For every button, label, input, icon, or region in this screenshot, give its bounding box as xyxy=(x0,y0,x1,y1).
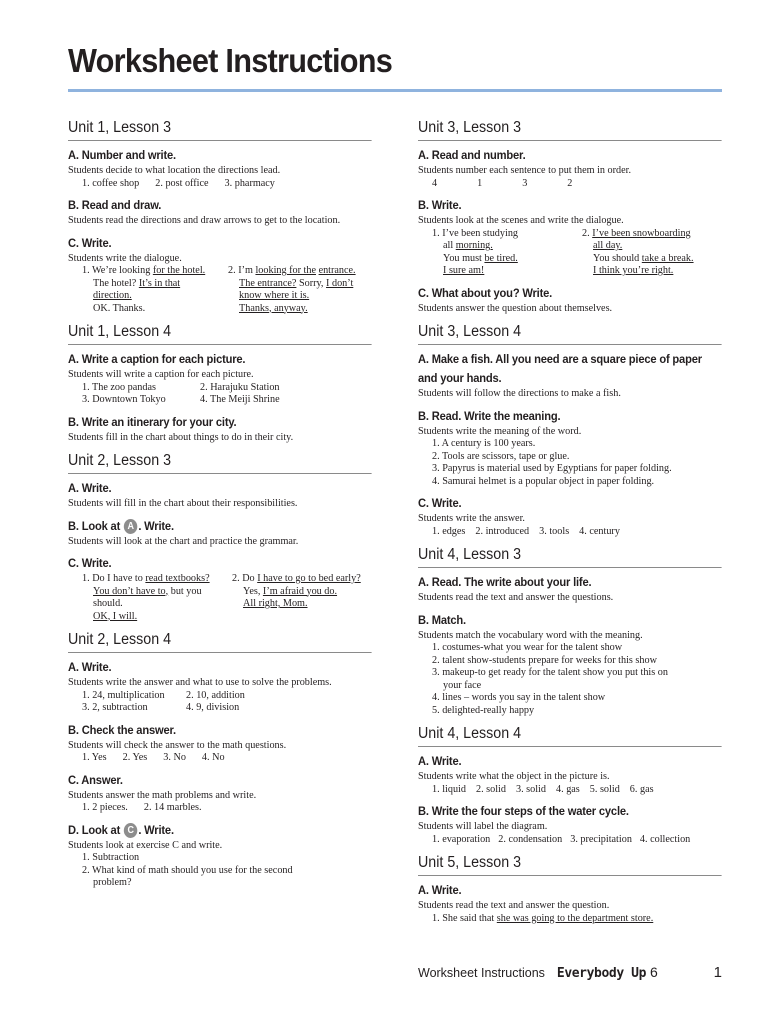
dialogue-text: all xyxy=(443,240,456,251)
exercise-a xyxy=(418,752,724,796)
exercise-description: Students match the vocabulary word with the meaning. xyxy=(418,629,643,641)
dialogue-2 xyxy=(228,265,374,315)
answer-list xyxy=(68,802,374,815)
answer-item: 3. precipitation xyxy=(570,833,632,845)
exercise-heading xyxy=(68,821,374,840)
answer-list xyxy=(418,834,724,847)
answer-text: problem? xyxy=(93,877,132,888)
exercise-heading: B. Match. xyxy=(418,612,466,627)
dialogue-text: OK. Thanks. xyxy=(93,302,146,314)
title-rule xyxy=(68,89,722,92)
dialogue-answer: read textbooks? xyxy=(145,573,210,584)
dialogue-answer: I have to go to bed early? xyxy=(257,573,361,584)
exercise-a xyxy=(68,658,374,715)
dialogue-text: 2. xyxy=(582,227,593,239)
answer-item: 2. Yes xyxy=(122,752,148,763)
exercise-c xyxy=(68,234,374,316)
exercise-heading: C. Write. xyxy=(68,556,112,570)
answer-item xyxy=(432,667,724,692)
dialogue-answer: direction. xyxy=(93,290,132,301)
exercise-c xyxy=(68,554,374,623)
exercise-b xyxy=(68,517,374,549)
exercise-heading: B. Read. Write the meaning. xyxy=(418,408,561,423)
dialogue-1 xyxy=(82,573,232,623)
exercise-heading: A. Read and number. xyxy=(418,148,526,162)
answer-item: 1. 24, multiplication xyxy=(82,689,165,701)
answer-item: 4. No xyxy=(201,752,225,763)
dialogue-answer: be tired. xyxy=(484,252,518,264)
answer-text: 1. She said that xyxy=(432,912,497,924)
dialogue-text: 2. I’m xyxy=(228,265,256,276)
exercise-description: Students write the meaning of the word. xyxy=(418,425,582,437)
dialogue-answer: I don’t xyxy=(326,277,354,289)
answer-item: 2. post office xyxy=(155,177,209,189)
answer-item: 6. gas xyxy=(629,783,654,795)
exercise-b xyxy=(418,802,724,846)
exercise-c xyxy=(68,771,374,815)
heading-text: . Write. xyxy=(138,822,174,837)
unit-3-lesson-4 xyxy=(418,323,724,538)
dialogue-text: but you xyxy=(168,585,202,597)
dialogue-answer: know where it is. xyxy=(239,290,310,301)
answer-item: 5. solid xyxy=(589,783,620,795)
dialogue-answer: for the hotel. xyxy=(152,265,206,276)
exercise-heading: A. Make a fish. All you need are a square piece of paper and your hands. xyxy=(418,352,702,385)
dialogue-answer: morning. xyxy=(455,240,493,251)
answer-item: 1. Subtraction xyxy=(82,852,140,863)
footer-brand: Everybody Up xyxy=(556,966,647,981)
answer-item: 2. condensation xyxy=(498,833,563,845)
exercise-heading: B. Check the answer. xyxy=(68,722,176,737)
exercise-b xyxy=(68,413,374,445)
exercise-description: Students write the answer and what to use to solve the problems. xyxy=(68,677,332,688)
answer-item: 3. 2, subtraction xyxy=(82,702,148,713)
answer-list xyxy=(68,752,374,765)
dialogue-text: 1. Do I have to xyxy=(82,573,146,584)
unit-3-lesson-3 xyxy=(418,119,724,315)
dialogue-2 xyxy=(582,228,724,278)
unit-title: Unit 3, Lesson 4 xyxy=(418,323,722,345)
dialogue-2 xyxy=(232,573,374,623)
exercise-description: Students fill in the chart about things to do in their city. xyxy=(68,431,294,443)
exercise-heading xyxy=(68,517,374,536)
unit-title: Unit 4, Lesson 3 xyxy=(418,546,722,568)
answer-text: 2. What kind of math should you use for the second xyxy=(82,864,293,876)
answer-list xyxy=(418,784,724,797)
dialogue-text: Yes, xyxy=(243,585,263,597)
answer-item: 1. edges xyxy=(432,525,466,537)
exercise-description: Students read the directions and draw arrows to get to the location. xyxy=(68,215,341,226)
answer-item xyxy=(418,913,724,926)
dialogue-text: You should xyxy=(593,252,642,264)
exercise-b xyxy=(68,196,374,228)
exercise-a xyxy=(68,350,374,407)
answer-item: 1. liquid xyxy=(432,783,466,795)
page-title: Worksheet Instructions xyxy=(68,42,393,79)
exercise-heading: A. Write. xyxy=(68,660,112,674)
answer-item: 2. Tools are scissors, tape or glue. xyxy=(432,450,570,462)
answer-item: 4. lines – words you say in the talent show xyxy=(432,692,606,703)
exercise-c xyxy=(418,284,724,316)
exercise-heading: C. Write. xyxy=(68,235,112,250)
answer-item: 2. 14 marbles. xyxy=(143,802,202,813)
answer-item: 3. No xyxy=(163,752,186,763)
answer-list xyxy=(68,178,374,191)
answer-item: 4. 9, division xyxy=(186,702,240,713)
dialogue-answer: All right, Mom. xyxy=(243,598,308,609)
answer-item: 2. talent show-students prepare for weeks for this show xyxy=(432,654,657,666)
answer-list xyxy=(418,178,724,191)
exercise-a xyxy=(418,350,724,401)
answer-item: 4 xyxy=(432,177,438,189)
answer-item: 5. delighted-really happy xyxy=(432,704,535,716)
answer-item: 1. coffee shop xyxy=(82,177,140,189)
dialogue-text: 2. Do xyxy=(232,573,258,584)
dialogue-text: You must xyxy=(443,252,485,264)
unit-title: Unit 3, Lesson 3 xyxy=(418,119,722,141)
answer-item: 1. The zoo pandas xyxy=(82,381,156,393)
exercise-a xyxy=(68,146,374,190)
exercise-description: Students write the answer. xyxy=(418,513,525,524)
unit-4-lesson-4 xyxy=(418,725,724,846)
exercise-a xyxy=(418,146,724,190)
exercise-description: Students will write a caption for each picture. xyxy=(68,369,254,380)
dialogue-answer: OK, I will. xyxy=(93,610,138,622)
answer-item: 4. The Meiji Shrine xyxy=(200,394,280,405)
unit-5-lesson-3 xyxy=(418,854,724,925)
answer-item: 2. introduced xyxy=(475,525,530,537)
answer-list xyxy=(418,438,724,488)
exercise-description: Students look at the scenes and write the dialogue. xyxy=(418,215,624,226)
answer-item: 2. Harajuku Station xyxy=(200,381,280,393)
dialogue-answer: entrance. xyxy=(318,265,356,276)
left-column xyxy=(68,119,374,898)
unit-title: Unit 5, Lesson 3 xyxy=(418,854,722,876)
unit-2-lesson-4 xyxy=(68,631,374,890)
exercise-heading: B. Write. xyxy=(418,198,462,212)
exercise-description: Students number each sentence to put them in order. xyxy=(418,165,632,176)
answer-item: 3. pharmacy xyxy=(224,177,275,189)
exercise-description: Students will label the diagram. xyxy=(418,821,548,832)
unit-1-lesson-3 xyxy=(68,119,374,315)
dialogue-text: Sorry, xyxy=(296,277,327,289)
dialogue-1 xyxy=(82,265,228,315)
exercise-heading: B. Read and draw. xyxy=(68,198,162,212)
exercise-heading: C. What about you? Write. xyxy=(418,285,553,300)
exercise-d xyxy=(68,821,374,890)
page-number: 1 xyxy=(713,964,722,981)
answer-item: 1. evaporation xyxy=(432,833,491,845)
answer-item xyxy=(82,865,374,890)
dialogue-answer: Thanks, anyway. xyxy=(239,302,308,314)
unit-title: Unit 4, Lesson 4 xyxy=(418,725,722,747)
circle-letter-icon: C xyxy=(124,823,138,838)
answer-text: 3. makeup-to get ready for the talent show you put this on xyxy=(432,667,668,678)
exercise-a xyxy=(68,479,374,511)
exercise-a xyxy=(418,573,724,605)
dialogue-answer: all day. xyxy=(593,240,623,251)
exercise-description: Students will fill in the chart about their responsibilities. xyxy=(68,498,298,509)
exercise-c xyxy=(418,494,724,538)
heading-text: . Write. xyxy=(138,518,174,533)
answer-item: 4. gas xyxy=(556,783,580,795)
exercise-heading: A. Write. xyxy=(68,481,112,495)
exercise-b xyxy=(418,407,724,489)
answer-underlined: she was going to the department store. xyxy=(496,912,654,924)
exercise-heading: A. Read. The write about your life. xyxy=(418,575,592,589)
dialogue-answer: It’s in that xyxy=(138,277,181,289)
dialogue-answers xyxy=(68,265,374,315)
answer-item: 1. 2 pieces. xyxy=(82,802,128,813)
unit-2-lesson-3 xyxy=(68,452,374,623)
unit-title: Unit 1, Lesson 3 xyxy=(68,119,372,141)
answer-item: 1. A century is 100 years. xyxy=(432,438,536,449)
exercise-description: Students decide to what location the directions lead. xyxy=(68,165,281,176)
dialogue-answers xyxy=(418,228,724,278)
dialogue-answer: looking for the xyxy=(255,265,317,276)
circle-letter-icon: A xyxy=(124,519,138,534)
answer-item: 2 xyxy=(567,177,573,189)
answer-item: 2. 10, addition xyxy=(186,689,245,701)
exercise-description: Students will check the answer to the math questions. xyxy=(68,739,287,751)
exercise-b xyxy=(418,196,724,278)
answer-item: 3. Downtown Tokyo xyxy=(82,394,166,405)
heading-text: B. Look at xyxy=(68,518,121,533)
unit-title: Unit 2, Lesson 3 xyxy=(68,452,372,474)
footer-label: Worksheet Instructions xyxy=(418,966,545,980)
exercise-a xyxy=(418,881,724,925)
answer-item: 2. solid xyxy=(475,783,506,795)
dialogue-text: The hotel? xyxy=(93,277,139,289)
dialogue-answer: You don’t have to, xyxy=(93,585,169,597)
dialogue-text: 1. We’re looking xyxy=(82,265,153,276)
dialogue-answers xyxy=(68,573,374,623)
exercise-heading: C. Write. xyxy=(418,496,462,510)
answer-item: 1. Yes xyxy=(82,752,107,763)
exercise-description: Students answer the question about themselves. xyxy=(418,302,613,314)
dialogue-answer: I sure am! xyxy=(443,265,485,276)
exercise-heading: A. Write a caption for each picture. xyxy=(68,352,246,366)
dialogue-text: 1. I’ve been studying xyxy=(432,227,519,239)
dialogue-text: should. xyxy=(93,598,123,609)
unit-title: Unit 2, Lesson 4 xyxy=(68,631,372,653)
dialogue-answer: take a break. xyxy=(641,252,694,264)
dialogue-answer: The entrance? xyxy=(239,277,297,289)
page-footer xyxy=(418,964,722,981)
exercise-description: Students write what the object in the picture is. xyxy=(418,771,610,782)
answer-item: 3. tools xyxy=(539,525,570,537)
answer-item: 3. Papyrus is material used by Egyptians for paper folding. xyxy=(432,463,672,474)
answer-list xyxy=(68,852,374,890)
exercise-description: Students read the text and answer the questions. xyxy=(418,592,614,603)
exercise-heading: B. Write the four steps of the water cycle. xyxy=(418,804,629,818)
exercise-heading: A. Number and write. xyxy=(68,148,176,162)
answer-list xyxy=(418,642,724,717)
exercise-description: Students look at exercise C and write. xyxy=(68,839,223,851)
exercise-description: Students answer the math problems and write. xyxy=(68,789,257,801)
answer-item: 4. Samurai helmet is a popular object in paper folding. xyxy=(432,475,655,487)
exercise-heading: B. Write an itinerary for your city. xyxy=(68,414,237,429)
unit-title: Unit 1, Lesson 4 xyxy=(68,323,372,345)
dialogue-answer: I’ve been snowboarding xyxy=(592,227,691,239)
answer-list xyxy=(418,526,724,539)
answer-item: 1 xyxy=(477,177,483,189)
dialogue-answer: I’m afraid you do. xyxy=(262,585,338,597)
exercise-description: Students read the text and answer the question. xyxy=(418,900,610,911)
unit-4-lesson-3 xyxy=(418,546,724,717)
exercise-b xyxy=(418,611,724,718)
answer-item: 1. costumes-what you wear for the talent show xyxy=(432,642,623,653)
footer-level: 6 xyxy=(650,964,658,980)
heading-text: D. Look at xyxy=(68,822,121,837)
right-column xyxy=(418,119,724,933)
exercise-description: Students will look at the chart and practice the grammar. xyxy=(68,535,299,547)
answer-list xyxy=(68,382,374,407)
answer-item: 3 xyxy=(522,177,528,189)
answer-item: 4. collection xyxy=(639,833,691,845)
exercise-description: Students write the dialogue. xyxy=(68,252,182,264)
dialogue-answer: I think you’re right. xyxy=(593,265,674,276)
exercise-description: Students will follow the directions to make a fish. xyxy=(418,388,621,399)
answer-text: your face xyxy=(443,679,482,691)
unit-1-lesson-4 xyxy=(68,323,374,444)
exercise-heading: A. Write. xyxy=(418,883,462,897)
answer-list xyxy=(68,690,374,715)
exercise-b xyxy=(68,721,374,765)
answer-item: 3. solid xyxy=(515,783,546,795)
dialogue-1 xyxy=(432,228,582,278)
exercise-heading: A. Write. xyxy=(418,754,462,768)
exercise-heading: C. Answer. xyxy=(68,772,123,787)
answer-item: 4. century xyxy=(579,525,620,537)
